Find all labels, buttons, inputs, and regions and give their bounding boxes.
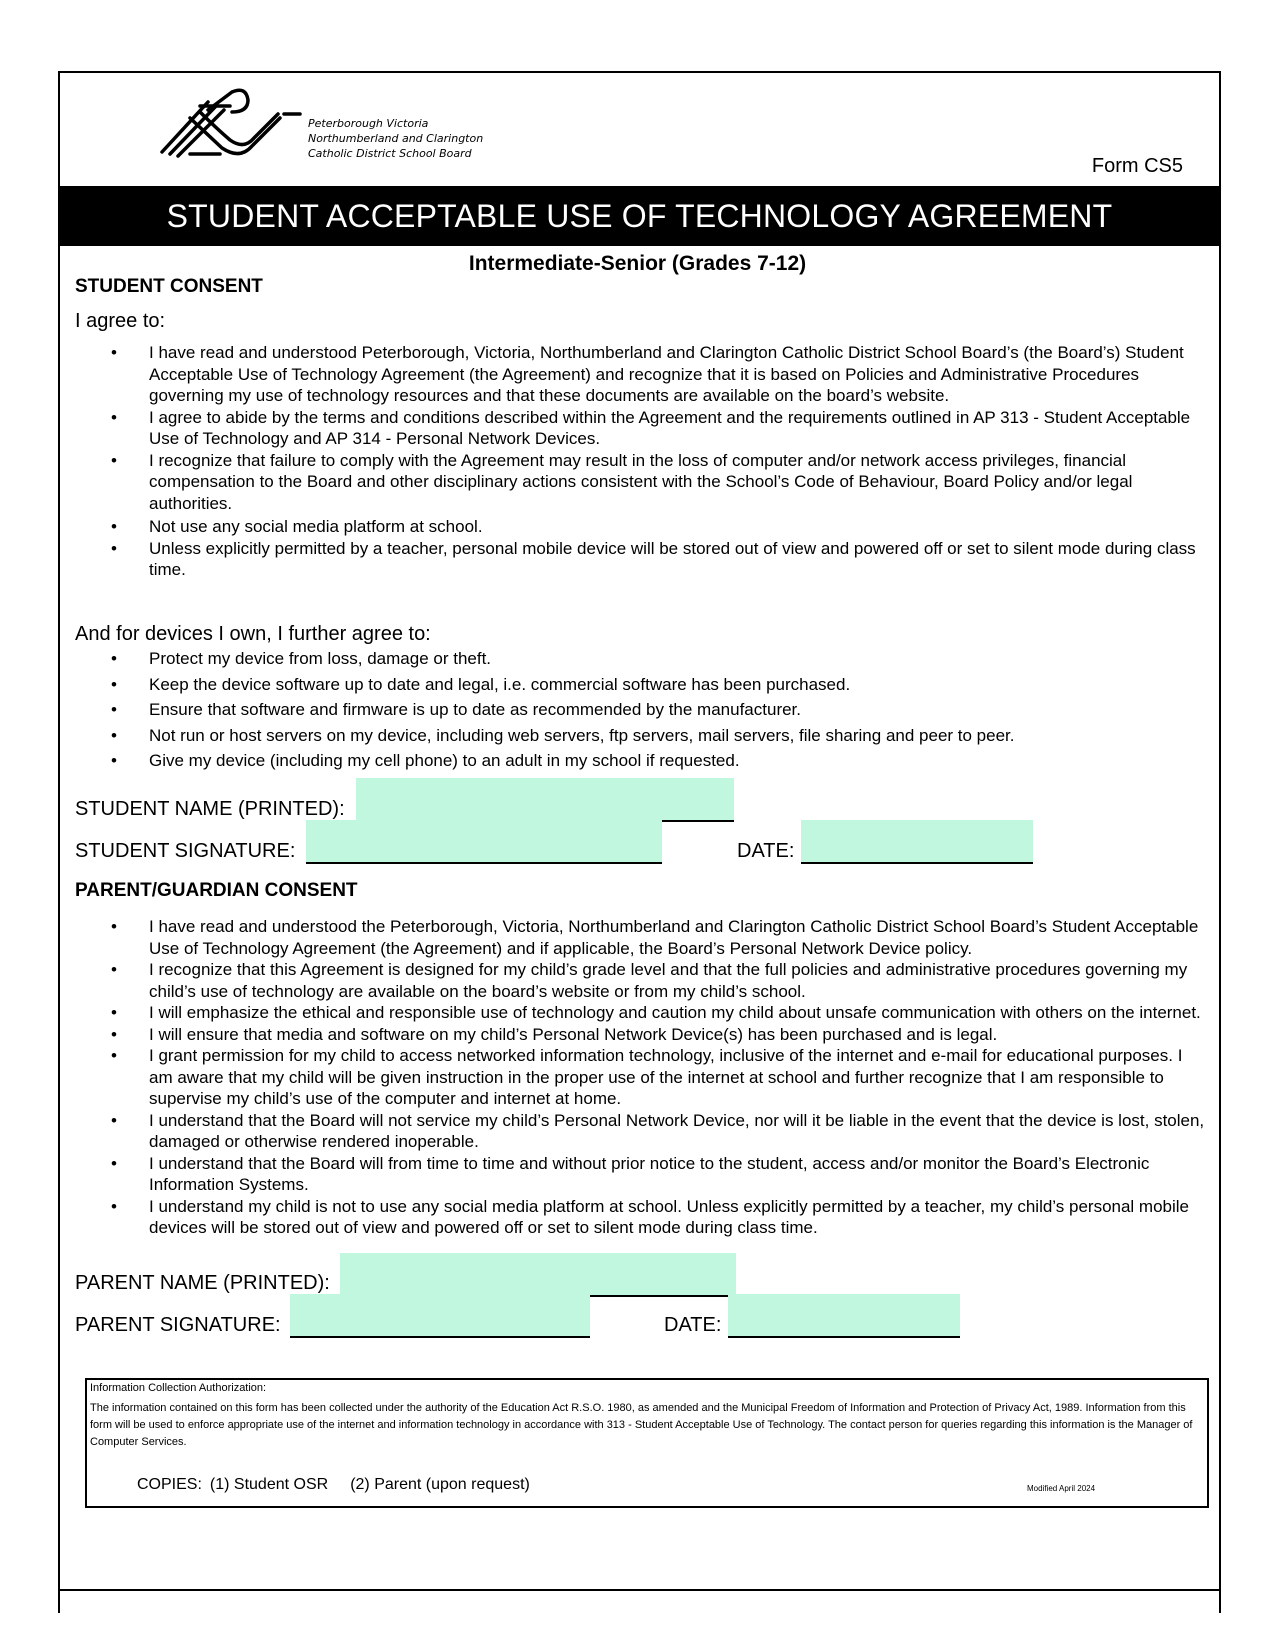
device-agreement-list [75,646,1205,774]
list-item: • I understand my child is not to use any social media platform at school. Unless explicitly permitted by a teacher, my child’s personal mobile devices will be stored out of view and powered off or set to silent mode during class time. [75,1196,1205,1239]
list-item: • I will emphasize the ethical and responsible use of technology and caution my child about unsafe communication with others on the internet. [75,1002,1205,1024]
parent-name-field[interactable] [340,1253,736,1297]
student-name-label: STUDENT NAME (PRINTED): [75,798,345,820]
form-id: Form CS5 [1091,155,1183,177]
parent-date-label: DATE: [664,1314,722,1336]
list-item: • Not run or host servers on my device, including web servers, ftp servers, mail servers, file sharing and peer to peer. [75,723,1205,749]
student-consent-heading: STUDENT CONSENT [75,276,263,297]
list-item: • Ensure that software and firmware is up to date as recommended by the manufacturer. [75,697,1205,723]
form-bottom-rule [58,1589,1221,1591]
information-collection-box [85,1378,1209,1508]
form-title: STUDENT ACCEPTABLE USE OF TECHNOLOGY AGREEMENT [60,186,1219,246]
list-item: • I recognize that this Agreement is designed for my child’s grade level and that the full policies and administrative procedures governing my child’s use of technology are available on the board’s website or from my child’s school. [75,959,1205,1002]
list-item: • I recognize that failure to comply with the Agreement may result in the loss of computer and/or network access privileges, financial compensation to the Board and other disciplinary actions consistent with the School’s Code of Behaviour, Board Policy and/or legal authorities. [75,450,1205,515]
list-item: • I will ensure that media and software on my child’s Personal Network Device(s) has been purchased and is legal. [75,1024,1205,1046]
list-item: • I understand that the Board will not service my child’s Personal Network Device, nor will it be liable in the event that the device is lost, stolen, damaged or otherwise rendered inoperable. [75,1110,1205,1153]
list-item: • Not use any social media platform at school. [75,516,1205,538]
list-item: • I grant permission for my child to access networked information technology, inclusive of the internet and e-mail for educational purposes. I am aware that my child will be given instruction in the proper use of the internet at school and further recognize that I am responsible to supervise my child’s use of the computer and internet at home. [75,1045,1205,1110]
list-item: • Keep the device software up to date and legal, i.e. commercial software has been purchased. [75,672,1205,698]
school-board-logo [160,88,490,166]
form-subtitle: Intermediate-Senior (Grades 7-12) [468,252,807,275]
info-heading: Information Collection Authorization: [90,1382,267,1394]
board-logo-icon [160,88,310,164]
student-date-label: DATE: [737,840,795,862]
parent-signature-field[interactable] [290,1294,590,1338]
student-date-field[interactable] [801,820,1033,864]
list-item: • I have read and understood the Peterborough, Victoria, Northumberland and Clarington Catholic District School Board’s Student Acceptable Use of Technology Agreement (the Agreement) and if applicable, the Board’s Personal Network Device policy. [75,916,1205,959]
parent-consent-heading: PARENT/GUARDIAN CONSENT [75,880,358,901]
parent-name-label: PARENT NAME (PRINTED): [75,1272,330,1294]
list-item: • I agree to abide by the terms and conditions described within the Agreement and the requirements outlined in AP 313 - Student Acceptable Use of Technology and AP 314 - Personal Network Devices. [75,407,1205,450]
list-item: • Give my device (including my cell phone) to an adult in my school if requested. [75,748,1205,774]
parent-agreement-list [75,916,1205,1239]
student-name-field[interactable] [356,778,734,822]
board-name: Peterborough Victoria Northumberland and Clarington Catholic District School Board [308,117,484,160]
student-agreement-list [75,342,1205,581]
student-intro: I agree to: [75,310,166,332]
list-item: • I understand that the Board will from time to time and without prior notice to the student, access and/or monitor the Board’s Electronic Information Systems. [75,1153,1205,1196]
copies-line: COPIES: (1) Student OSR (2) Parent (upon request) [137,1476,530,1493]
student-signature-field[interactable] [306,820,662,864]
list-item: • Unless explicitly permitted by a teacher, personal mobile device will be stored out of view and powered off or set to silent mode during class time. [75,538,1205,581]
list-item: • I have read and understood Peterborough, Victoria, Northumberland and Clarington Catholic District School Board’s (the Board’s) Student Acceptable Use of Technology Agreement (the Agreement) and recognize that it is based on Policies and Administrative Procedures governing my use of technology resources and that these documents are available on the board’s website. [75,342,1205,407]
list-item: • Protect my device from loss, damage or theft. [75,646,1205,672]
parent-signature-label: PARENT SIGNATURE: [75,1314,281,1336]
modified-date: Modified April 2024 [1027,1484,1096,1493]
parent-date-field[interactable] [728,1294,960,1338]
devices-intro: And for devices I own, I further agree to: [75,623,431,645]
info-text: The information contained on this form has been collected under the authority of the Education Act R.S.O. 1980, as amended and the Municipal Freedom of Information and Protection of Privacy Act, 1989. Information from this form will be used to enforce appropriate use of the internet and information technology in accordance with 313 - Student Acceptable Use of Technology. The contact person for queries regarding this information is the Manager of Computer Services. [90,1402,1193,1448]
student-signature-label: STUDENT SIGNATURE: [75,840,296,862]
